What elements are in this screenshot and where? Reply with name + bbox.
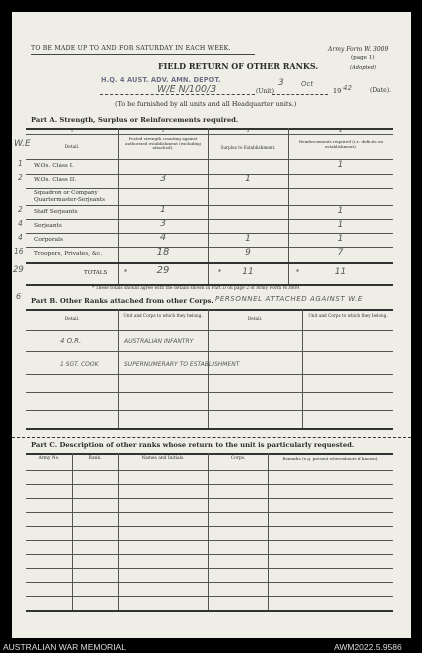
part-c-col-divider-3 [208, 453, 209, 610]
part-c-header-rule [26, 470, 393, 471]
part-c-top-rule [26, 453, 393, 455]
col-number-1: 1 [70, 128, 74, 133]
row-label-pte: Troopers, Privates, &c. [34, 251, 103, 257]
unit-stamp: H.Q. 4 AUST. ADV. AMN. DEPOT. [101, 76, 221, 84]
part-c-row-rule-9 [26, 596, 393, 597]
row-posted-cpl: 4 [159, 232, 167, 243]
col-header-detail: Detail. [64, 145, 80, 150]
part-c-row-rule-1 [26, 484, 393, 485]
row-margin-pte: 16 [14, 247, 24, 256]
totals-label: TOTALS [84, 270, 108, 276]
row-label-wo2: W.Os. Class II. [34, 177, 77, 183]
footer-institution: AUSTRALIAN WAR MEMORIAL [3, 642, 126, 652]
col-number-3: 3 [246, 128, 250, 133]
row-reinf-pte: 7 [337, 248, 344, 258]
row-margin-wo1: 1 [18, 159, 23, 168]
row-reinf-wo1: 1 [337, 160, 344, 170]
part-b-handwritten-note: PERSONNEL ATTACHED AGAINST W.E [215, 295, 363, 303]
row-posted-sgt: 3 [160, 219, 166, 229]
part-b-row1-unit: AUSTRALIAN INFANTRY [124, 338, 194, 345]
row-surplus-wo2: 1 [245, 174, 251, 184]
part-b-margin: 6 [16, 292, 22, 301]
part-b-header-detail-2: Detail. [247, 317, 263, 322]
form-title: FIELD RETURN OF OTHER RANKS. [158, 61, 319, 71]
part-c-row-rule-5 [26, 540, 393, 541]
we-mark: W.E [14, 139, 31, 149]
row-margin-sgt: 4 [18, 219, 23, 228]
row-margin-ssgt: 2 [18, 205, 23, 214]
col-header-posted: Posted strength counting against authorized establishment (excluding attached). [125, 136, 201, 151]
date-line [272, 94, 328, 95]
part-c-title: Part C. Description of other ranks whose return to the unit is particularly requested. [31, 441, 355, 449]
row-posted-ssgt: 1 [160, 205, 166, 215]
row-rule-7 [26, 262, 393, 264]
date-month: Oct [301, 80, 314, 88]
row-label-cqms: Squadron or Company Quartermaster-Serjeants [34, 190, 105, 203]
instruction-underline [31, 54, 255, 55]
year-handwritten: 42 [343, 84, 352, 92]
col-number-rule [26, 134, 393, 135]
year-prefix: 19 [333, 87, 342, 95]
part-c-row-rule-2 [26, 498, 393, 499]
part-b-header-detail-1: Detail. [64, 317, 80, 322]
col-number-4: 4 [339, 128, 342, 133]
footer-accession-number: AWM2022.5.9586 [334, 642, 402, 652]
perforation-line [12, 437, 411, 438]
totals-asterisk-posted: * [124, 269, 127, 276]
date-label: (Date). [370, 87, 391, 94]
part-c-row-rule-6 [26, 554, 393, 555]
part-c-header-remarks: Remarks (e.g. present whereabouts if known). [282, 456, 379, 461]
totals-surplus: 11 [242, 267, 254, 277]
part-c-row-rule-8 [26, 582, 393, 583]
row-label-cpl: Corporals [34, 237, 63, 243]
row-posted-wo2: 3 [159, 173, 167, 184]
part-c-row-rule-7 [26, 568, 393, 569]
totals-reinf: 11 [334, 267, 347, 277]
part-b-row-rule-4 [26, 410, 393, 411]
row-posted-pte: 18 [156, 247, 170, 258]
unit-line [100, 94, 255, 95]
part-b-row-rule-3 [26, 392, 393, 393]
part-c-bottom-rule [26, 610, 393, 612]
part-b-row2-detail: 1 SGT. COOK [60, 361, 99, 368]
part-c-header-names: Names and Initials. [141, 456, 185, 461]
adopted-note: (Adopted) [350, 65, 377, 71]
page-number: (page 1) [351, 55, 375, 61]
part-b-title: Part B. Other Ranks attached from other Corps. [31, 297, 214, 305]
part-c-header-rank: Rank. [88, 456, 102, 461]
row-surplus-cpl: 1 [245, 234, 251, 244]
part-b-header-unit-2: Unit and Corps to which they belong. [308, 313, 388, 318]
part-b-col-divider-3 [302, 309, 303, 429]
row-label-wo1: W.Os. Class I. [34, 163, 74, 169]
form-number: Army Form W. 3009 [328, 46, 389, 53]
part-b-row-rule-2 [26, 374, 393, 375]
row-reinf-ssgt: 1 [337, 206, 344, 216]
row-margin-cpl: 4 [18, 233, 23, 242]
totals-margin: 29 [13, 265, 24, 275]
row-label-sgt: Serjeants [34, 223, 62, 229]
col-number-2: 2 [161, 128, 165, 133]
totals-asterisk-reinf: * [296, 269, 299, 276]
instruction-text: TO BE MADE UP TO AND FOR SATURDAY IN EACH WEEK. [31, 45, 231, 52]
part-a-title: Part A. Strength, Surplus or Reinforcements required. [31, 116, 239, 124]
part-c-col-divider-2 [118, 453, 119, 610]
subtitle: (To be furnished by all units and all Headquarter units.) [115, 100, 297, 108]
part-b-col-divider-1 [118, 309, 119, 429]
date-day: 3 [278, 78, 284, 88]
part-b-row1-detail: 4 O.R. [60, 337, 82, 345]
unit-label: (Unit) [256, 88, 274, 95]
part-b-top-rule [26, 309, 393, 311]
row-reinf-sgt: 1 [337, 220, 344, 230]
col-header-surplus: Surplus to Establishment. [220, 145, 276, 150]
totals-posted: 29 [156, 265, 170, 276]
part-c-header-army-no: Army No. [38, 456, 60, 461]
col-header-reinforcements: Reinforcements required (i.e. deficits on establishment). [298, 139, 384, 149]
part-a-footnote: * These totals should agree with the details shown in Part D on page 2 of Army Form W.3009. [92, 286, 301, 291]
unit-handwritten: W/E N/100/3 [157, 84, 217, 95]
part-c-row-rule-3 [26, 512, 393, 513]
part-b-row-rule-1 [26, 351, 393, 352]
row-margin-wo2: 2 [18, 173, 23, 182]
part-c-header-corps: Corps. [230, 456, 246, 461]
part-b-header-unit-1: Unit and Corps to which they belong. [123, 313, 203, 318]
part-c-row-rule-4 [26, 526, 393, 527]
part-b-header-rule [26, 330, 393, 331]
row-label-ssgt: Staff Serjeants [34, 209, 78, 215]
totals-asterisk-surplus: * [218, 269, 221, 276]
row-rule-2 [26, 188, 393, 189]
part-b-row2-unit: SUPERNUMERARY TO ESTABLISHMENT [124, 361, 240, 368]
row-surplus-pte: 9 [245, 248, 251, 258]
part-b-bottom-rule [26, 428, 393, 430]
part-c-col-divider-1 [72, 453, 73, 610]
part-c-col-divider-4 [268, 453, 269, 610]
part-b-col-divider-2 [208, 309, 209, 429]
row-reinf-cpl: 1 [337, 234, 344, 244]
